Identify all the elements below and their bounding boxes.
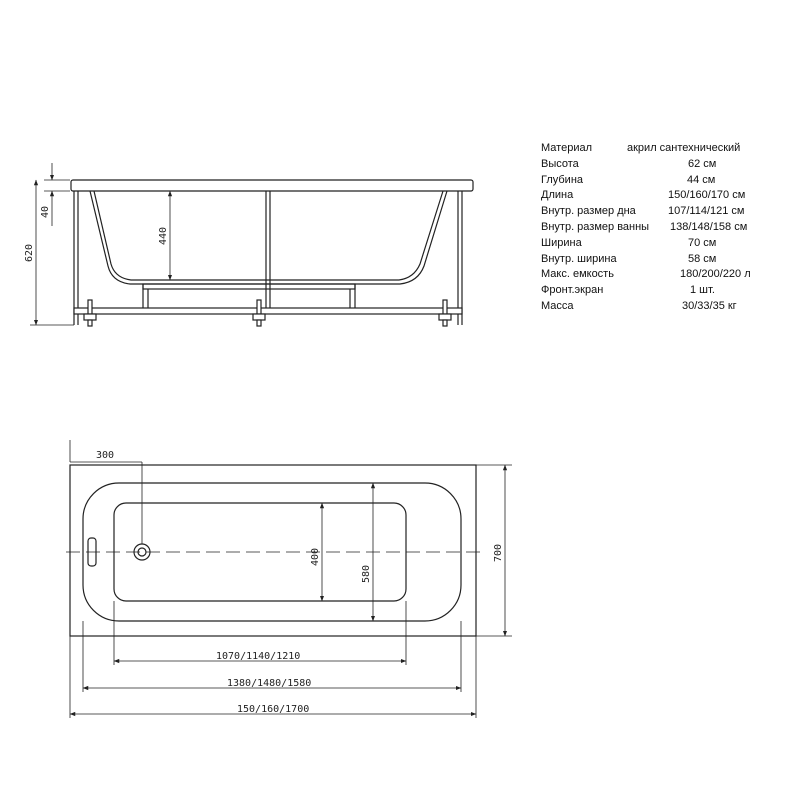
spec-label: Внутр. размер дна: [541, 205, 636, 218]
spec-label: Масса: [541, 299, 574, 312]
spec-row-capacity: [541, 267, 781, 283]
spec-row-front-panel: [541, 283, 781, 299]
spec-row-bottom-size: [541, 204, 781, 220]
tub-body-outline: [90, 191, 447, 284]
length-label: 150/160/1700: [237, 704, 310, 715]
bottom-length-label: 1070/1140/1210: [216, 651, 301, 662]
top-view: [70, 465, 476, 636]
drain-offset-label: 300: [96, 450, 115, 461]
spec-row-width: [541, 236, 781, 252]
width-label: 700: [493, 543, 504, 562]
bathtub-rim: [71, 180, 473, 191]
spec-value: 180/200/220 л: [680, 268, 751, 281]
depth-dimension-label: 440: [158, 226, 169, 245]
spec-row-material: [541, 141, 781, 157]
spec-value: 1 шт.: [690, 284, 715, 297]
spec-label: Фронт.экран: [541, 284, 604, 297]
side-view: [71, 180, 473, 326]
spec-value: 70 см: [688, 236, 717, 249]
spec-row-weight: [541, 299, 781, 315]
inner-width-label: 400: [310, 547, 321, 566]
spec-label: Глубина: [541, 173, 584, 186]
rim-dimension-label: 40: [40, 205, 51, 218]
spec-value: 107/114/121 см: [668, 205, 745, 218]
inner-length-label: 1380/1480/1580: [227, 678, 312, 689]
spec-value: 44 см: [687, 173, 716, 186]
height-dimension-label: 620: [24, 243, 35, 262]
spec-table: [541, 141, 781, 315]
spec-row-inner-size: [541, 220, 781, 236]
spec-row-height: [541, 157, 781, 173]
spec-value: 30/33/35 кг: [682, 299, 737, 312]
spec-label: Длина: [541, 189, 574, 202]
base-frame: [74, 308, 462, 314]
bath-inner-width-label: 580: [361, 564, 372, 583]
spec-label: Материал: [541, 142, 592, 154]
spec-value: 150/160/170 см: [668, 189, 746, 202]
spec-label: Внутр. размер ванны: [541, 220, 650, 233]
spec-label: Ширина: [541, 236, 582, 249]
spec-label: Высота: [541, 157, 579, 170]
support-frame: [143, 284, 355, 289]
spec-row-depth: [541, 173, 781, 189]
spec-value: акрил сантехнический: [627, 142, 741, 154]
spec-row-inner-width: [541, 252, 781, 268]
spec-value: 62 см: [688, 157, 717, 170]
spec-label: Макс. емкость: [541, 268, 614, 281]
spec-value: 58 см: [688, 252, 717, 265]
spec-row-length: [541, 188, 781, 204]
spec-label: Внутр. ширина: [541, 252, 617, 265]
top-outer-outline: [70, 465, 476, 636]
spec-value: 138/148/158 см: [670, 220, 748, 233]
